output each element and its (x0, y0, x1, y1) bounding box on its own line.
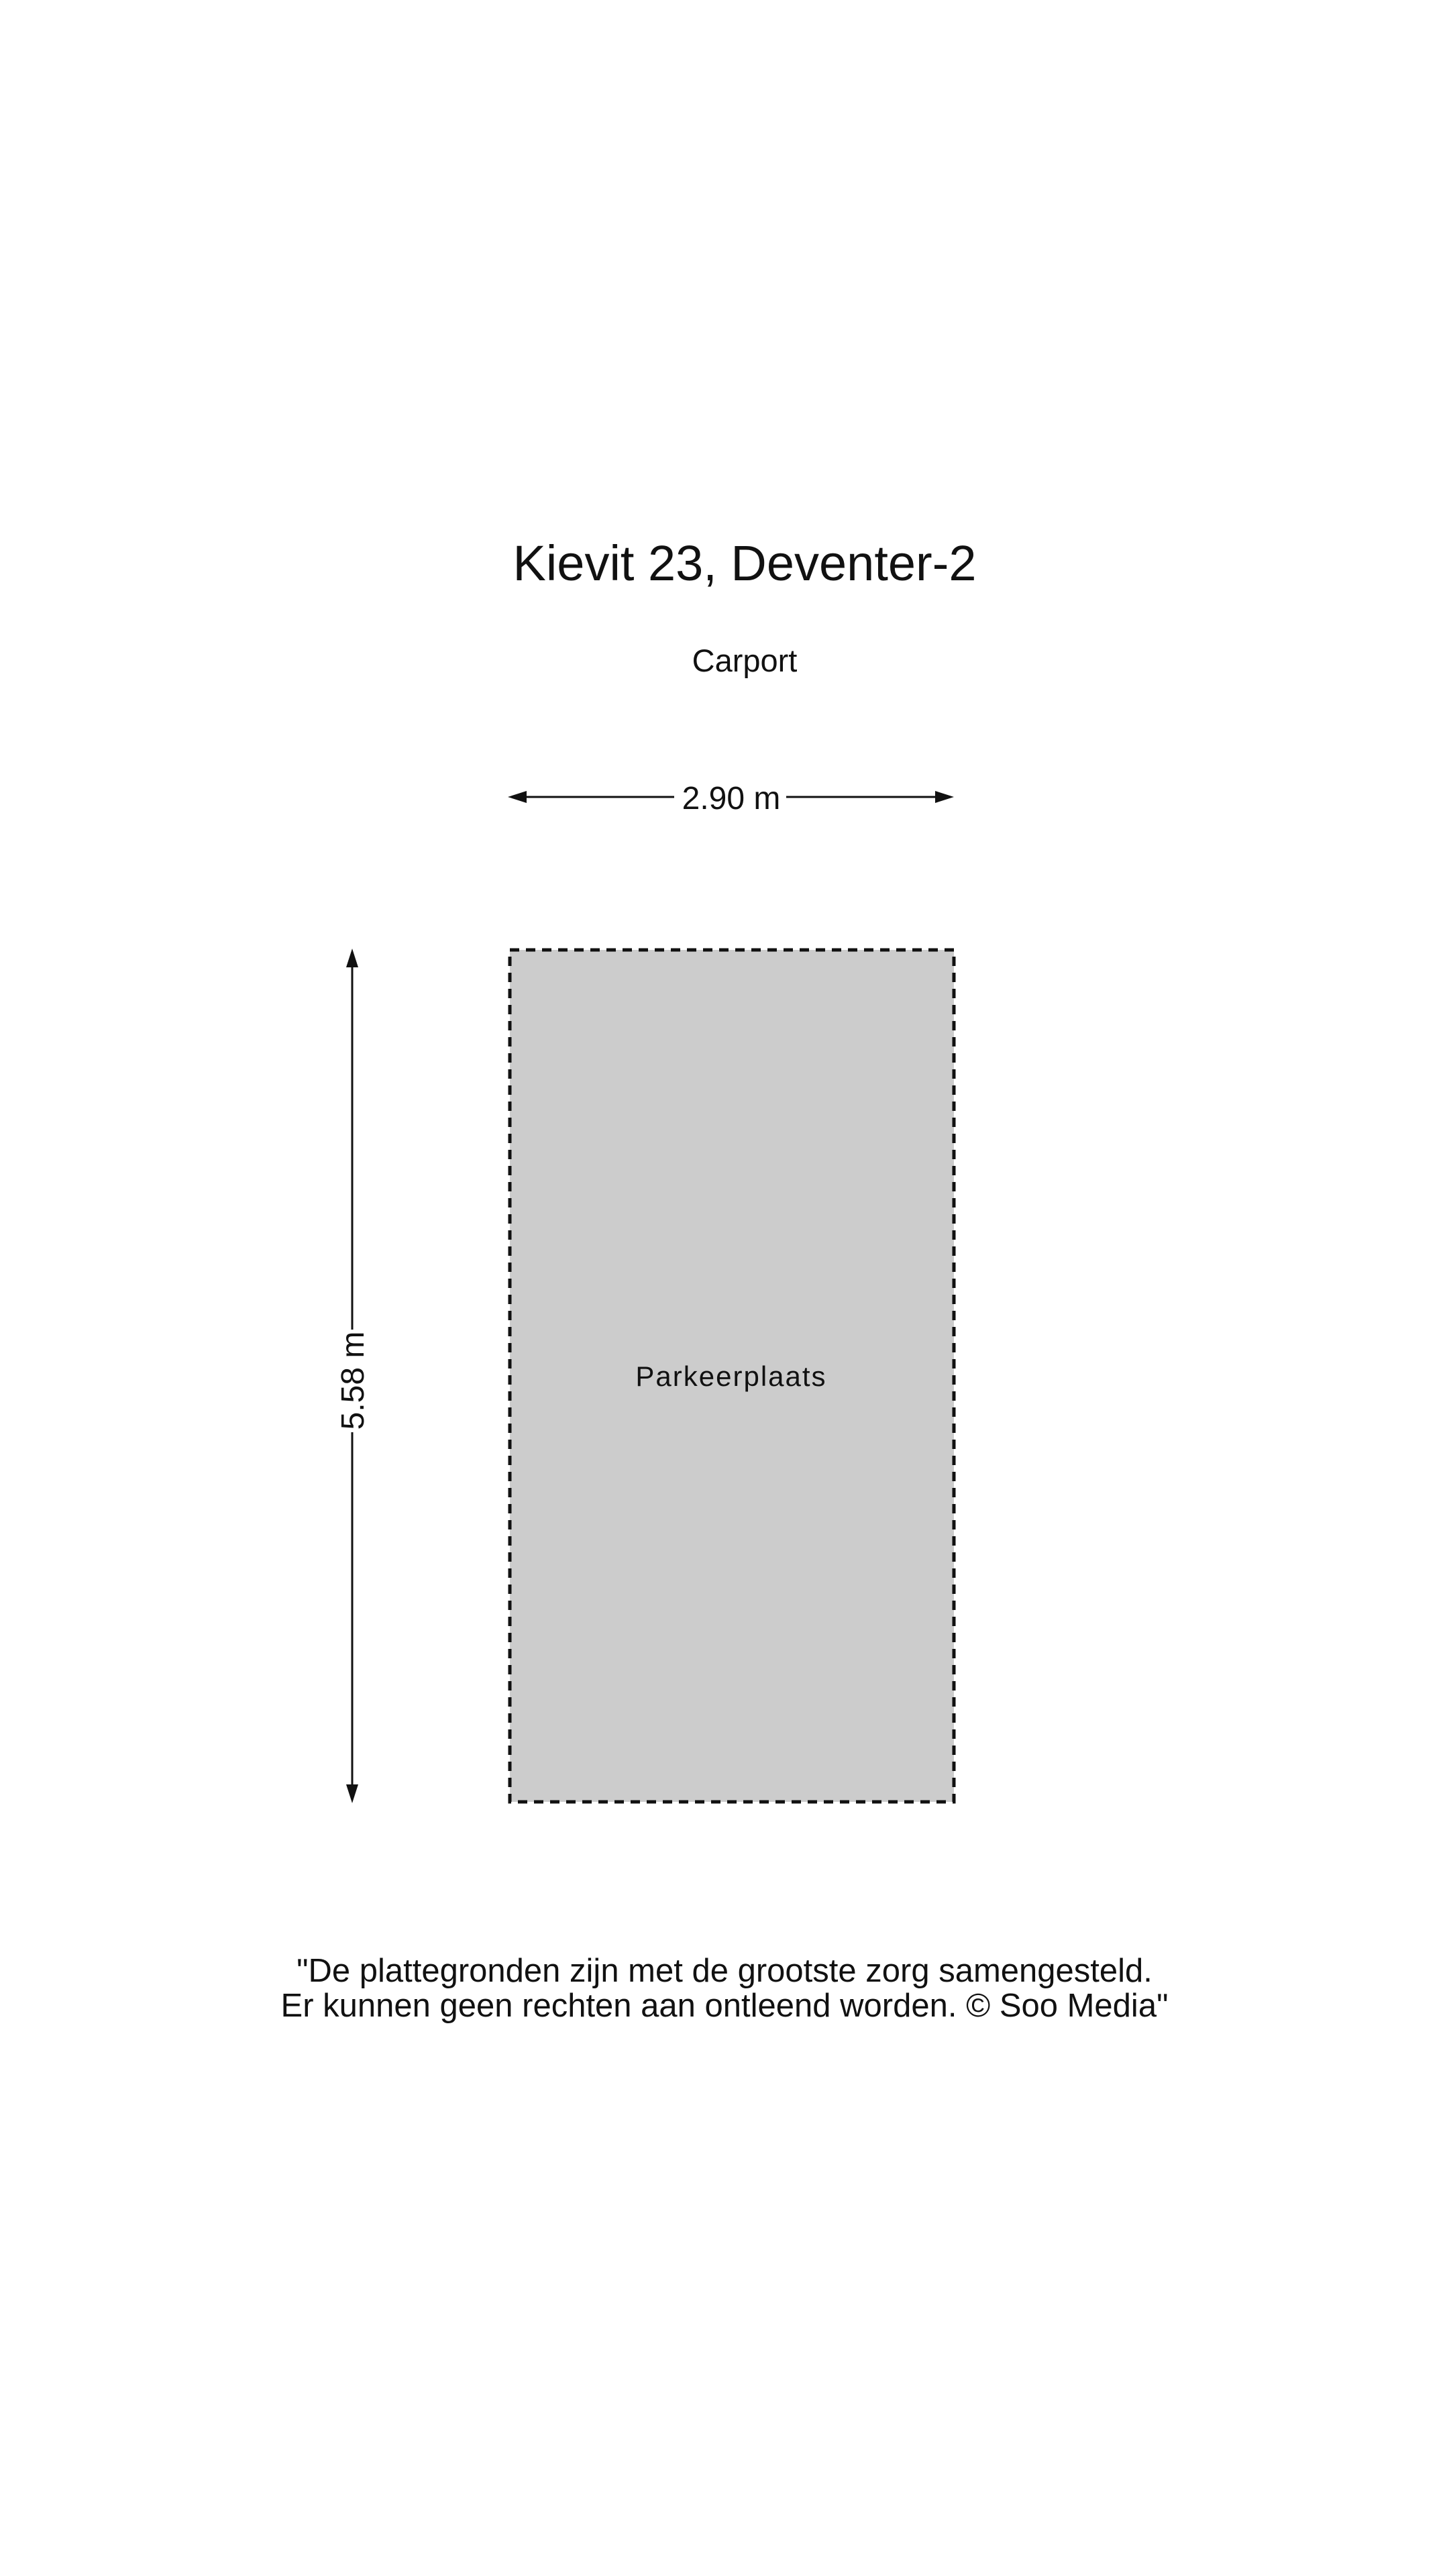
length-dimension (335, 949, 371, 1803)
width-arrow-left (508, 791, 527, 803)
length-dimension-label: 5.58 m (335, 1331, 371, 1430)
parking-space (510, 950, 954, 1802)
disclaimer-line-1: "De plattegronden zijn met de grootste zorg samengesteld. (297, 1953, 1152, 1989)
width-dimension (508, 781, 954, 816)
disclaimer-line-2: Er kunnen geen rechten aan ontleend worden. © Soo Media" (280, 1988, 1169, 2024)
length-arrow-top (346, 949, 358, 967)
disclaimer (0, 1953, 1449, 2023)
width-arrow-right (935, 791, 954, 803)
parking-space-label: Parkeerplaats (635, 1360, 827, 1392)
plan-title: Kievit 23, Deventer-2 (513, 535, 977, 591)
plan-subtitle: Carport (692, 643, 798, 678)
width-dimension-label: 2.90 m (682, 781, 781, 816)
length-arrow-bottom (346, 1784, 358, 1803)
